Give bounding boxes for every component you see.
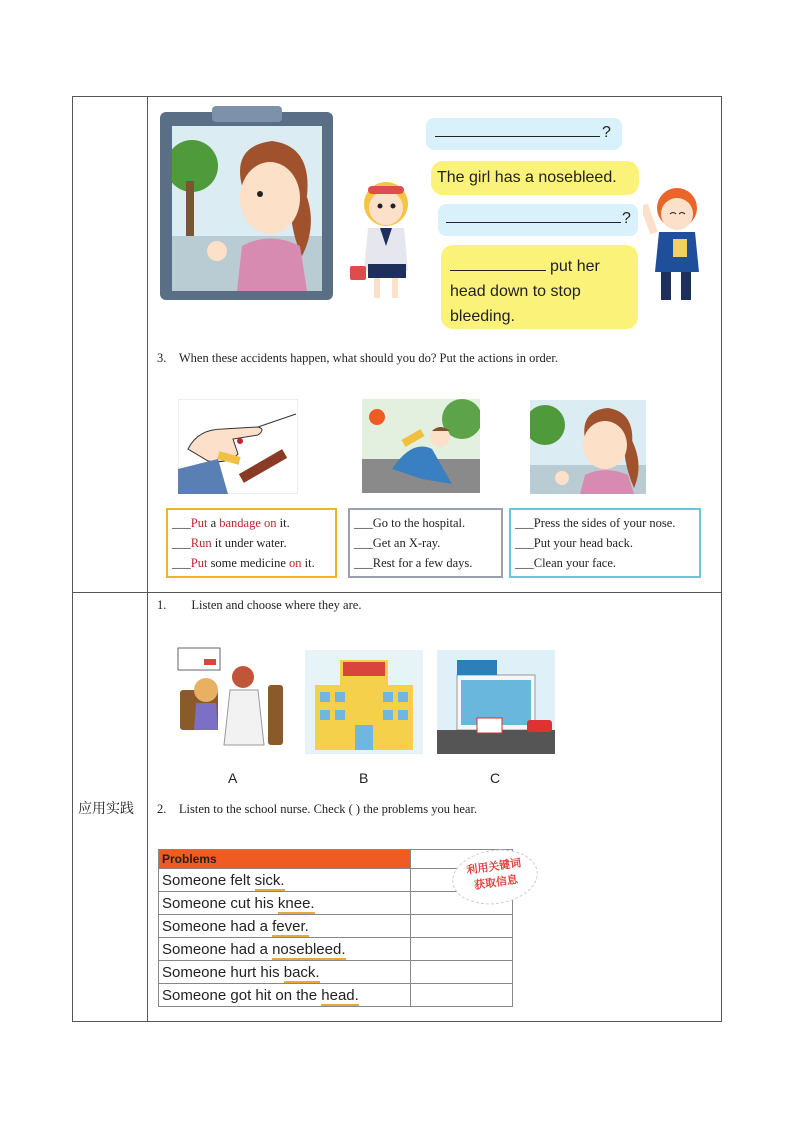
action-text: Put [190, 556, 208, 570]
action-text: Put your head back. [533, 536, 634, 550]
action-text: bandage on [219, 516, 277, 530]
dialog-scene [155, 104, 715, 344]
order-blank[interactable]: ___ [172, 536, 191, 550]
order-blank[interactable]: ___ [515, 516, 534, 530]
problem-prefix: Someone felt [162, 871, 255, 889]
order-blank[interactable]: ___ [354, 516, 373, 530]
problem-text [159, 869, 411, 892]
q3-instruction: 3. When these accidents happen, what should you do? Put the actions in order. [157, 351, 558, 365]
action-text: Rest for a few days. [372, 556, 473, 570]
action-text: some medicine [207, 556, 290, 570]
option-c[interactable]: C [490, 770, 501, 786]
check-cell[interactable] [411, 984, 513, 1007]
table-row [159, 961, 513, 984]
action-text: Press the sides of your nose. [533, 516, 676, 530]
order-blank[interactable]: ___ [354, 556, 373, 570]
action-text: it. [276, 516, 290, 530]
order-blank[interactable]: ___ [172, 556, 191, 570]
action-line[interactable] [172, 533, 335, 553]
problems-header: Problems [159, 850, 411, 869]
order-blank[interactable]: ___ [515, 536, 534, 550]
action-text: Go to the hospital. [372, 516, 466, 530]
problem-prefix: Someone cut his [162, 894, 278, 912]
problem-prefix: Someone had a [162, 940, 273, 958]
listen-q2: 2. Listen to the school nurse. Check ( ) the problems you hear. [157, 802, 478, 816]
check-cell[interactable] [411, 938, 513, 961]
school-nurse-office-image [168, 645, 288, 753]
action-text: on [289, 556, 302, 570]
action-line[interactable] [172, 513, 335, 533]
action-line[interactable] [354, 533, 501, 553]
problem-prefix: Someone hurt his [162, 963, 284, 981]
action-text: Put [190, 516, 208, 530]
problem-text [159, 892, 411, 915]
problem-text [159, 984, 411, 1007]
listen-q1: 1. Listen and choose where they are. [157, 598, 362, 612]
action-text: it. [301, 556, 315, 570]
action-box-nosebleed [509, 508, 701, 578]
order-blank[interactable]: ___ [354, 536, 373, 550]
action-text: a [207, 516, 220, 530]
action-line[interactable] [354, 513, 501, 533]
option-a[interactable]: A [228, 770, 238, 786]
check-cell[interactable] [411, 961, 513, 984]
table-row-divider [72, 592, 722, 593]
table-row [159, 984, 513, 1007]
action-line[interactable] [515, 553, 699, 573]
nosebleed-image [530, 400, 646, 494]
question-bubble-2: ? [438, 204, 638, 236]
cut-finger-image [178, 399, 298, 494]
check-cell[interactable] [411, 915, 513, 938]
table-row [159, 915, 513, 938]
table-row [159, 938, 513, 961]
answer-bubble-2: put her head down to stop bleeding. [441, 245, 638, 329]
clipboard-image [160, 112, 333, 300]
health-center-image [305, 650, 423, 754]
action-text: Get an X-ray. [372, 536, 441, 550]
problem-keyword: nosebleed. [272, 940, 346, 958]
problem-prefix: Someone had a [162, 917, 273, 935]
problem-prefix: Someone got hit on the [162, 986, 322, 1004]
problem-keyword: fever. [272, 917, 309, 935]
action-box-fall [348, 508, 503, 578]
problem-text [159, 915, 411, 938]
action-text: Clean your face. [533, 556, 617, 570]
table-col-divider [147, 96, 148, 1022]
fall-image [362, 399, 480, 493]
action-text: Run [190, 536, 212, 550]
boy-character [643, 184, 713, 304]
action-box-cut [166, 508, 337, 578]
hospital-image [437, 650, 555, 754]
action-line[interactable] [354, 553, 501, 573]
problem-text [159, 961, 411, 984]
section-label: 应用实践 [78, 800, 134, 816]
order-blank[interactable]: ___ [172, 516, 191, 530]
problem-keyword: knee. [277, 894, 315, 912]
problem-text [159, 938, 411, 961]
girl-character [350, 176, 430, 304]
option-b[interactable]: B [359, 770, 369, 786]
question-bubble-1: ? [426, 118, 622, 150]
keyword-stamp: 利用关键词 获取信息 [452, 850, 538, 904]
problem-keyword: sick. [254, 871, 285, 889]
action-line[interactable] [515, 513, 699, 533]
problem-keyword: back. [283, 963, 320, 981]
problem-keyword: head. [321, 986, 359, 1004]
order-blank[interactable]: ___ [515, 556, 534, 570]
action-line[interactable] [172, 553, 335, 573]
action-line[interactable] [515, 533, 699, 553]
action-text: it under water. [211, 536, 287, 550]
answer-bubble-1: The girl has a nosebleed. [431, 161, 639, 195]
